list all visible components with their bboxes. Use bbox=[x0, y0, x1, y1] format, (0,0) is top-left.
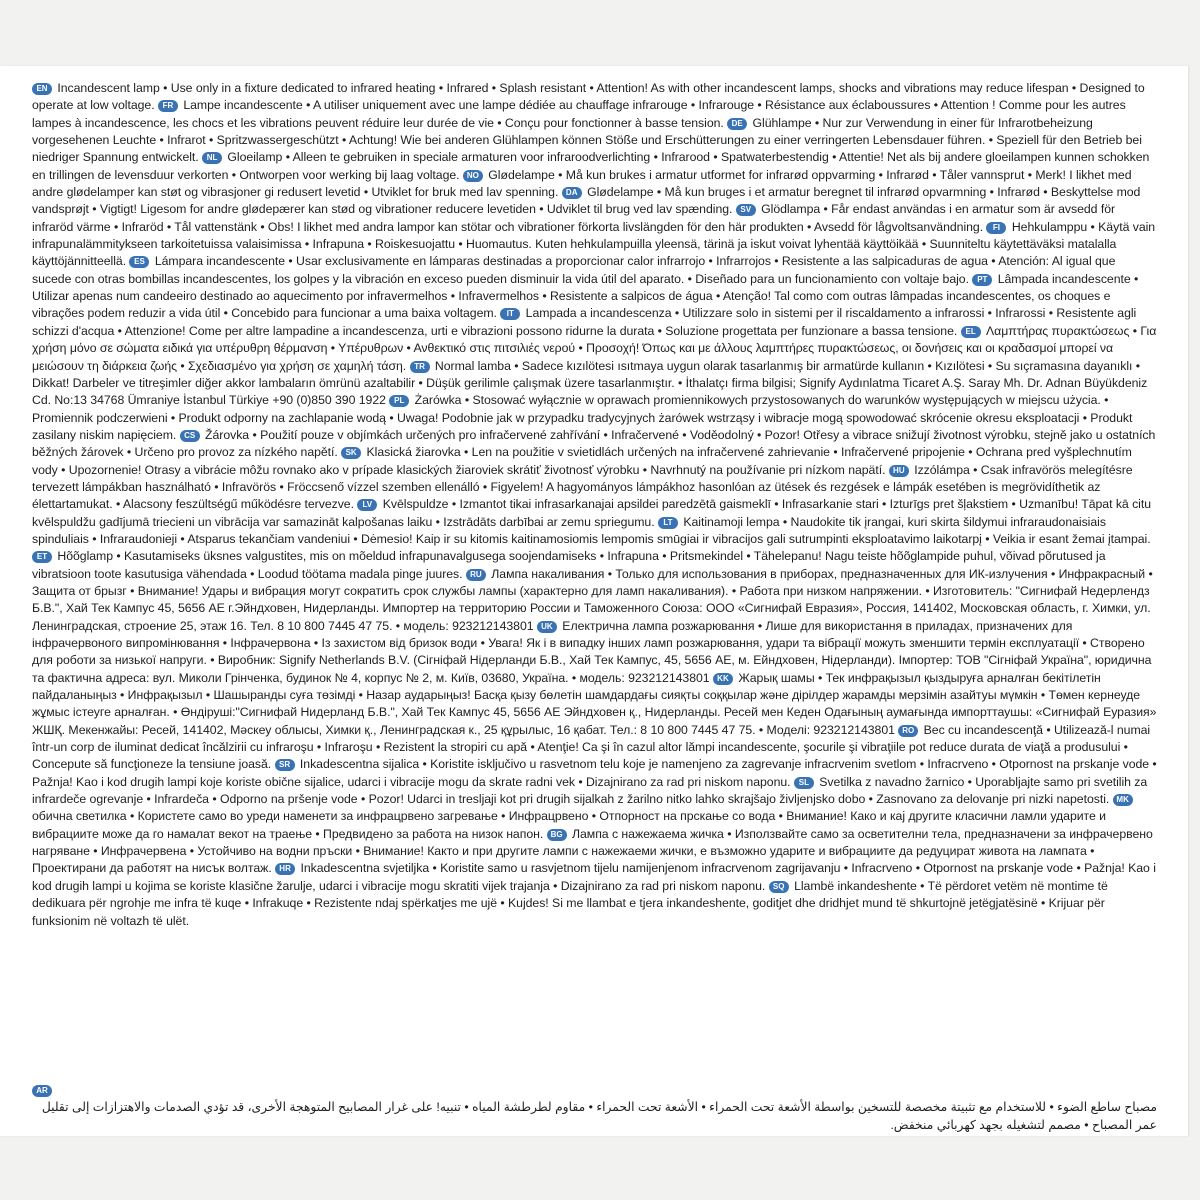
section-text-de: Glühlampe • Nur zur Verwendung in einer für Infrarotbeheizung vorgesehenen Leuchte • Infrarot • Spritzwassergeschützt • Achtung! Wie bei anderen Glühlampen können Stöße und Erschütterungen zu einer verringerten Lebensdauer führen. • Speziell für den Betrieb bei niedriger Spannung entwickelt. bbox=[32, 115, 1142, 165]
language-badge-bg: BG bbox=[547, 829, 567, 841]
section-text-sk: Klasická žiarovka • Len na použitie v svietidlách určených na infračervené zahrievanie • Infračervené pripojenie • Ochrana pred vyšplechnutím vody • Upozornenie! Otrasy a vibrácie môžu rovnako ako v prípade klasických žiaroviek skrátiť životnosť výrobku • Navrhnutý na používanie pri nízkom napätí. bbox=[32, 445, 1132, 477]
language-badge-pt: PT bbox=[972, 274, 992, 286]
language-badge-kk: KK bbox=[713, 673, 733, 685]
language-badge-de: DE bbox=[727, 118, 747, 130]
language-badge-el: EL bbox=[961, 326, 981, 338]
language-badge-en: EN bbox=[32, 83, 52, 95]
language-badge-sq: SQ bbox=[769, 881, 789, 893]
section-text-hr: Inkadescentna svjetiljka • Koristite samo u rasvjetnom tijelu namijenjenom infracrvenom zagrijavanju • Infracrveno • Otpornost na prskanje vode • Pažnja! Kao i kod drugih lampi u kojima se koriste klasične žarulje, udarci i vibracije mogu skratiti vijek trajanja • Dizajnirano za rad pri niskom naponu. bbox=[32, 861, 1156, 893]
multilingual-text bbox=[32, 80, 1157, 930]
language-badge-sr: SR bbox=[275, 759, 295, 771]
section-ar bbox=[32, 1082, 1157, 1134]
section-text-ru: Лампа накаливания • Только для использования в приборах, предназначенных для ИК-излучения • Инфракрасный • Защита от брызг • Внимание! Удары и вибрация могут сократить срок службы лампы (характерно для ламп накаливания). • Работа при низком напряжении. • Изготовитель: "Сигнифай Недерлендз Б.В.", Хай Тек Кампус 45, 5656 АЕ г.Эйндховен, Нидерланды. Импортер на территорию России и Таможенного Союза: ООО «Сигнифай Евразия», Россия, 141402, Московская область, г. Химки, ул. Ленинградская, строение 25, этаж 16. Тел. 8 10 800 7445 47 75. • модель: 923212143801 bbox=[32, 566, 1153, 633]
section-text-sl: Svetilka z navadno žarnico • Uporabljajte samo pri svetilih za infrardeče ogrevanje • Infrardeča • Odporno na pršenje vode • Pozor! Udarci in tresljaji kot pri drugih sijalkah z žarilno nitko lahko skrajšajo življenjsko dobo • Zasnovano za delovanje pri nizki napetosti. bbox=[32, 774, 1148, 807]
section-text-en: Incandescent lamp • Use only in a fixture dedicated to infrared heating • Infrared • Splash resistant • Attention! As with other incandescent lamps, shocks and vibrations may reduce lifespan • Designed to operate at low voltage. bbox=[32, 81, 1145, 113]
language-badge-hr: HR bbox=[275, 863, 295, 875]
language-badge-da: DA bbox=[562, 187, 582, 199]
language-badge-es: ES bbox=[129, 256, 149, 268]
section-text-sv: Glödlampa • Får endast användas i en armatur som är avsedd för infraröd värme • Infraröd • Tål vattenstänk • Obs! I likhet med andra lampor kan stötar och vibrationer förkorta livslängden för den här produkten • Avsedd för lågvoltsanvändning. bbox=[32, 202, 1116, 234]
section-text-ar: مصباح ساطع الضوء • للاستخدام مع تثبيتة مخصصة للتسخين بواسطة الأشعة تحت الحمراء • الأشعة تحت الحمراء • مقاوم لطرطشة المياه • تنبيه! على غرار المصابيح المتوهجة الأخرى، قد تؤدي الصدمات والاهتزازات إلى تقليل عمر المصباح • مصمم لتشغيله بجهد كهربائي منخفض. bbox=[41, 1100, 1157, 1132]
section-text-uk: Електрична лампа розжарювання • Лише для використання в приладах, призначених для інфрачервоного випромінювання • Інфрачервона • Із захистом від бризок води • Увага! Як і в випадку інших ламп розжарювання, удари та вібрації можуть зменшити термін експлуатації • Створено для роботи за низької напруги. • Виробник: Signify Netherlands B.V. (Сігніфай Нідерланди Б.В., Хай Тек Кампус, 45, 5656 AE, м. Ейндховен, Нідерланди). Імпортер: ТОВ "Сігніфай Україна", юридична та фактична адреса: вул. Миколи Грінченка, будинок № 4, корпус № 2, м. Київ, 03680, Україна. • модель: 923212143801 bbox=[32, 618, 1152, 685]
section-text-sq: Llambë inkandeshente • Të përdoret vetëm në montime të dedikuara për ngrohje me infra të kuqe • Infrakuqe • Rezistente ndaj spërkatjes me ujë • Kujdes! Si me llambat e tjera inkandeshente, goditjet dhe dridhjet mund të shkurtojnë jetëgjatësinë • Krijuar për funksionim në voltazh të ulët. bbox=[32, 878, 1108, 928]
language-badge-ar: AR bbox=[32, 1085, 52, 1097]
language-badge-pl: PL bbox=[389, 395, 409, 407]
section-text-lt: Kaitinamoji lempa • Naudokite tik įrangai, kuri skirta šildymui infraraudonaisiais spinduliais • Infraraudonieji • Atsparus tekančiam vandeniui • Dėmesio! Kaip ir su kitomis kaitinamosiomis lempomis smūgiai ir vibracijos gali sutrumpinti eksploatavimo laikotarpį • Veikia ir esant žemai įtampai. bbox=[32, 514, 1151, 546]
section-text-pl: Żarówka • Stosować wyłącznie w oprawach promiennikowych przystosowanych do warunków występujących w miejscu użycia. • Promiennik podczerwieni • Produkt odporny na zachlapanie wodą • Uwaga! Podobnie jak w przypadku tradycyjnych żarówek wstrząsy i wibracje mogą spowodować skrócenie okresu eksploatacji • Produkt zasilany niskim napięciem. bbox=[32, 393, 1133, 442]
language-badge-cs: CS bbox=[180, 430, 200, 442]
language-badge-sv: SV bbox=[736, 204, 756, 216]
section-text-bg: Лампа с нажежаема жичка • Използвайте само за осветителни тела, предназначени за инфрачервено нагряване • Инфрачервена • Устойчиво на водни пръски • Внимание! Както и при другите лампи с нажежаеми жички, е възможно ударите и вибрациите да редуцират живота на лампата • Проектирани да работят на нисък волтаж. bbox=[32, 826, 1153, 876]
section-text-mk: обична светилка • Користете само во уреди наменети за инфрацрвено загревање • Инфрацрвено • Отпорност на прскање со вода • Внимание! Како и кај другите класични ламли ударите и вибрациите може да го намалат векот на траење • Предвидено за работа на низок напон. bbox=[32, 809, 1106, 841]
language-badge-fr: FR bbox=[158, 100, 178, 112]
section-es bbox=[32, 254, 1115, 285]
language-badge-uk: UK bbox=[537, 621, 557, 633]
section-text-es: Lámpara incandescente • Usar exclusivamente en lámparas destinadas a proporcionar calor infrarrojo • Infrarrojos • Resistente a las salpicaduras de agua • Atención: Al igual que sucede con otras bombillas incandescentes, los golpes y la vibración en exceso pueden disminuir la vida útil del aparato. • Diseñado para un funcionamiento con voltaje bajo. bbox=[32, 254, 1116, 286]
section-text-el: Λαμπτήρας πυρακτώσεως • Για χρήση μόνο σε σώματα ειδικά για υπέρυθρη θέρμανση • Υπέρυθρων • Ανθεκτικό στις πιτσιλιές νερού • Προσοχή! Όπως και με άλλους λαμπτήρες πυρακτώσεως, οι δονήσεις και οι κραδασμοί μπορεί να μειώσουν τη διάρκεια ζωής • Σχεδιασμένο για χρήση σε χαμηλή τάση. bbox=[32, 323, 1157, 373]
language-badge-sk: SK bbox=[341, 447, 361, 459]
section-text-fr: Lampe incandescente • A utiliser uniquement avec une lampe dédiée au chauffage infrarouge • Infrarouge • Résistance aux éclaboussures • Attention ! Comme pour les autres lampes à incandescence, les chocs et les vibrations peuvent réduire leur durée de vie • Conçu pour fonctionner à basse tension. bbox=[32, 98, 1126, 130]
language-badge-sl: SL bbox=[794, 777, 814, 789]
section-text-tr: Normal lamba • Sadece kızılötesi ısıtmaya uygun olarak tasarlanmış bir armatürde kullanın • Kızılötesi • Su sıçramasına dayanıklı • Dikkat! Darbeler ve titreşimler diğer akkor lambaların ömrünü azaltabilir • Düşük gerilimle çalışmak üzere tasarlanmıştır. • İthalatçı firma bilgisi; Signify Aydınlatma Ticaret A.Ş. Saray Mh. Dr. Adnan Büyükdeniz Cd. No:13 34768 Ümraniye İstanbul Türkiye +90 (0)850 390 1922 bbox=[32, 358, 1148, 408]
section-text-et: Hõõglamp • Kasutamiseks üksnes valgustites, mis on mõeldud infrapunavalgusega soojendamiseks • Infrapuna • Pritsmekindel • Tähelepanu! Nagu teiste hõõglampide puhul, võivad põrutused ja vibratsioon toote kasutusiga vähendada • Loodud töötama madala pinge juures. bbox=[32, 549, 1106, 581]
section-text-sr: Inkadescentna sijalica • Koristite isključivo u rasvetnom telu koje je namenjeno za zagrevanje infracrvenim svetlom • Infracrveno • Otpornost na prskanje vode • Pažnja! Kao i kod drugih lampi koje koriste obične sijalice, udarci i vibracije mogu da skrate radni vek • Dizajnirano za rad pri niskom naponu. bbox=[32, 757, 1157, 789]
language-badge-et: ET bbox=[32, 551, 52, 563]
language-badge-ro: RO bbox=[898, 725, 918, 737]
language-badge-tr: TR bbox=[410, 361, 430, 373]
language-badge-hu: HU bbox=[889, 465, 909, 477]
section-text-fi: Hehkulamppu • Käytä vain infrapunalämmitykseen tarkoitetuissa valaisimissa • Infrapuna • Roiskesuojattu • Huomautus. Kuten hehkulampuilla yleensä, tärinä ja iskut voivat lyhentää käyttöikää • Suunniteltu käytettäväksi matalalla käyttöjännitteellä. bbox=[32, 219, 1156, 269]
section-text-it: Lampada a incandescenza • Utilizzare solo in sistemi per il riscaldamento a infrarossi • Infrarossi • Resistente agli schizzi d'acqua • Attenzione! Come per altre lampadine a incandescenza, urti e vibrazioni possono ridurne la durata • Soluzione progettata per funzionare a bassa tensione. bbox=[32, 306, 1137, 338]
section-text-ro: Bec cu incandescenţă • Utilizează-l numai într-un corp de iluminat dedicat încălzirii cu infraroşu • Infraroşu • Rezistent la stropiri cu apă • Atenţie! Ca şi în cazul altor lămpi incandescente, şocurile şi vibraţiile pot reduce durata de viaţă a produsului • Concepute să funcţioneze la tensiune joasă. bbox=[32, 722, 1151, 772]
section-text-nl: Gloeilamp • Alleen te gebruiken in speciale armaturen voor infraroodverlichting • Infrarood • Spatwaterbestendig • Attentie! Net als bij andere gloeilampen kunnen schokken en trillingen de levensduur verkorten • Ontworpen voor werking bij laag voltage. bbox=[32, 150, 1150, 182]
language-badge-it: IT bbox=[500, 308, 520, 320]
section-text-cs: Žárovka • Použití pouze v objímkách určených pro infračervené zahřívání • Infračervené • Voděodolný • Pozor! Otřesy a vibrace snižují životnost výrobku, stejně jako u ostatních běžných žárovek • Určeno pro provoz za nízkého napětí. bbox=[32, 427, 1156, 460]
language-badge-lt: LT bbox=[658, 517, 678, 529]
language-badge-lv: LV bbox=[357, 499, 377, 511]
section-text-kk: Жарық шамы • Тек инфрақызыл қыздыруға арналған бекітілетін пайдаланыңыз • Инфрақызыл • Шашыранды суға төзімді • Назар аударыңыз! Басқа қызу бөлетін шамдардағы сияқты соққылар және дірілдер жарамды мерзімін азайтуы мүмкін • Төмен кернеуде жұмыс істеуге арналған. • Өндіруші:"Сигнифай Нидерланд Б.В.", Хай Тек Кампус 45, 5656 AE Эйндховен қ., Нидерланды. Ресей мен Кеден Одағының аумағында импорттаушы: «Сигнифай Еуразия» ЖШҚ. Мекенжайы: Ресей, 141402, Мәскеу облысы, Химки қ., Ленинградская к., 25 құрылыс, 16 қабат. Тел.: 8 10 800 7445 47 75. • Моделі: 923212143801 bbox=[32, 670, 1157, 737]
language-badge-fi: FI bbox=[986, 222, 1006, 234]
language-badge-ru: RU bbox=[466, 569, 486, 581]
language-badge-no: NO bbox=[463, 170, 483, 182]
section-text-lv: Kvēlspuldze • Izmantot tikai infrasarkanajai apsildei paredzētā gaismeklī • Infrasarkanie stari • Izturīgs pret šļakstiem • Uzmanību! Tāpat kā citu kvēlspuldžu gadījumā triecieni un vibrācija var samazināt kalpošanas laiku • Izstrādāts darbībai ar zemu spriegumu. bbox=[32, 497, 1152, 529]
section-text-no: Glødelampe • Må kun brukes i armatur utformet for infrarød oppvarming • Infrarød • Tåler vannsprut • Merk! I likhet med andre glødelamper kan støt og vibrasjoner gi redusert levetid • Utviklet for bruk med lav spenning. bbox=[32, 167, 1132, 200]
language-badge-nl: NL bbox=[202, 152, 222, 164]
section-text-pt: Lâmpada incandescente • Utilizar apenas num candeeiro destinado ao aquecimento por infravermelhos • Infravermelhos • Resistente a salpicos de água • Atenção! Tal como com outras lâmpadas incandescentes, os choques e vibrações podem reduzir a vida útil • Concebido para funcionar a uma baixa voltagem. bbox=[32, 271, 1139, 321]
section-text-hu: Izzólámpa • Csak infravörös melegítésre tervezett lámpákban használható • Infravörös • Fröccsenő vízzel szemben ellenálló • Figyelem! A hagyományos lámpákhoz hasonlóan az ütések és rezgések e lámpák esetében is megrövidíthetik az élettartamukat. • Alacsony feszültségű működésre tervezve. bbox=[32, 462, 1133, 512]
language-badge-mk: MK bbox=[1113, 794, 1133, 806]
section-text-da: Glødelampe • Må kun bruges i et armatur beregnet til infrarød opvarmning • Infrarød • Beskyttelse mod vandsprøjt • Vigtigt! Ligesom for andre glødepærer kan stød og vibrationer reducere levetiden • Udviklet til brug ved lav spænding. bbox=[32, 185, 1141, 217]
